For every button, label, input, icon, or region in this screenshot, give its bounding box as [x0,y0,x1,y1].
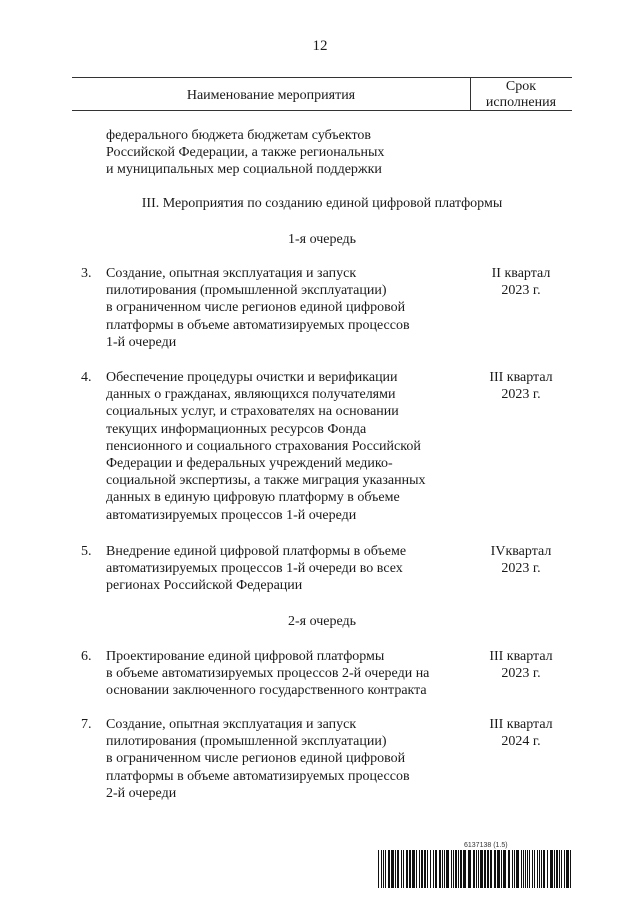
item-line: текущих информационных ресурсов Фонда [106,421,367,437]
item-line: Обеспечение процедуры очистки и верификации [106,370,398,385]
item-line: данных в единую цифровую платформу в объеме [106,490,400,506]
item-term-quarter: III квартал [489,717,553,732]
section-title: III. Мероприятия по созданию единой цифровой платформы [141,196,503,211]
item-line: в ограниченном числе регионов единой цифровой [106,751,406,767]
item-description [106,543,458,595]
item-line: пенсионного и социального страхования Российской [106,438,421,454]
continuation-line: Российской Федерации, а также региональных [106,145,385,161]
item-line: регионах Российской Федерации [106,578,303,594]
item-line: социальных услуг, и страхователях на основании [106,404,399,420]
item-line: Внедрение единой цифровой платформы в объеме [106,544,407,559]
item-line: основании заключенного государственного контракта [106,683,427,699]
item-number: 4. [81,370,92,385]
continuation-line: и муниципальных мер социальной поддержки [106,162,382,178]
queue-heading-2: 2-я очередь [287,614,357,629]
item-line: данных о гражданах, являющихся получателями [106,387,396,403]
item-line: Создание, опытная эксплуатация и запуск [106,717,357,732]
item-line: 2-й очереди [106,785,177,801]
item-description [106,648,458,700]
item-line: автоматизируемых процессов 1-й очереди во всех [106,561,403,577]
table-top-rule [72,77,572,78]
document-barcode [378,850,572,888]
column-header-term-line2: исполнения [485,95,557,110]
column-header-term-line1: Срок [505,79,537,94]
item-term-quarter: III квартал [489,649,553,664]
item-term-year: 2023 г. [501,561,541,577]
item-line: автоматизируемых процессов 1-й очереди [106,507,357,523]
item-term-quarter: III квартал [489,370,553,385]
item-line: Федерации и федеральных учреждений медико- [106,456,393,472]
item-term-year: 2023 г. [501,283,541,299]
queue-heading-1: 1-я очередь [287,232,357,247]
item-line: пилотирования (промышленной эксплуатации) [106,283,387,299]
column-header-name: Наименование мероприятия [186,88,356,103]
item-term [470,369,572,403]
item-line: пилотирования (промышленной эксплуатации) [106,734,387,750]
item-number: 3. [81,266,92,281]
continuation-text [106,127,458,179]
item-number: 5. [81,544,92,559]
column-header-term [470,79,572,111]
barcode-label: 6137138 (1.5) [464,842,508,849]
item-term [470,543,572,577]
item-line: 1-й очереди [106,334,177,350]
item-term [470,265,572,299]
continuation-line: федерального бюджета бюджетам субъектов [106,128,372,143]
item-term-year: 2023 г. [501,387,541,403]
item-term-quarter: II квартал [491,266,551,281]
item-number: 6. [81,649,92,664]
item-line: платформы в объеме автоматизируемых процессов [106,317,410,333]
item-line: в объеме автоматизируемых процессов 2-й очереди на [106,666,430,682]
item-line: платформы в объеме автоматизируемых процессов [106,768,410,784]
item-line: в ограниченном числе регионов единой цифровой [106,300,406,316]
item-term [470,716,572,750]
page-number: 12 [312,38,328,54]
item-line: социальной экспертизы, а также миграция указанных [106,473,426,489]
item-description [106,369,458,524]
item-term [470,648,572,682]
item-number: 7. [81,717,92,732]
item-description [106,716,458,802]
table-header-rule [72,110,572,111]
item-line: Создание, опытная эксплуатация и запуск [106,266,357,281]
item-line: Проектирование единой цифровой платформы [106,649,385,664]
item-term-year: 2023 г. [501,666,541,682]
item-term-year: 2024 г. [501,734,541,750]
item-description [106,265,458,351]
item-term-quarter: IVквартал [490,544,552,559]
